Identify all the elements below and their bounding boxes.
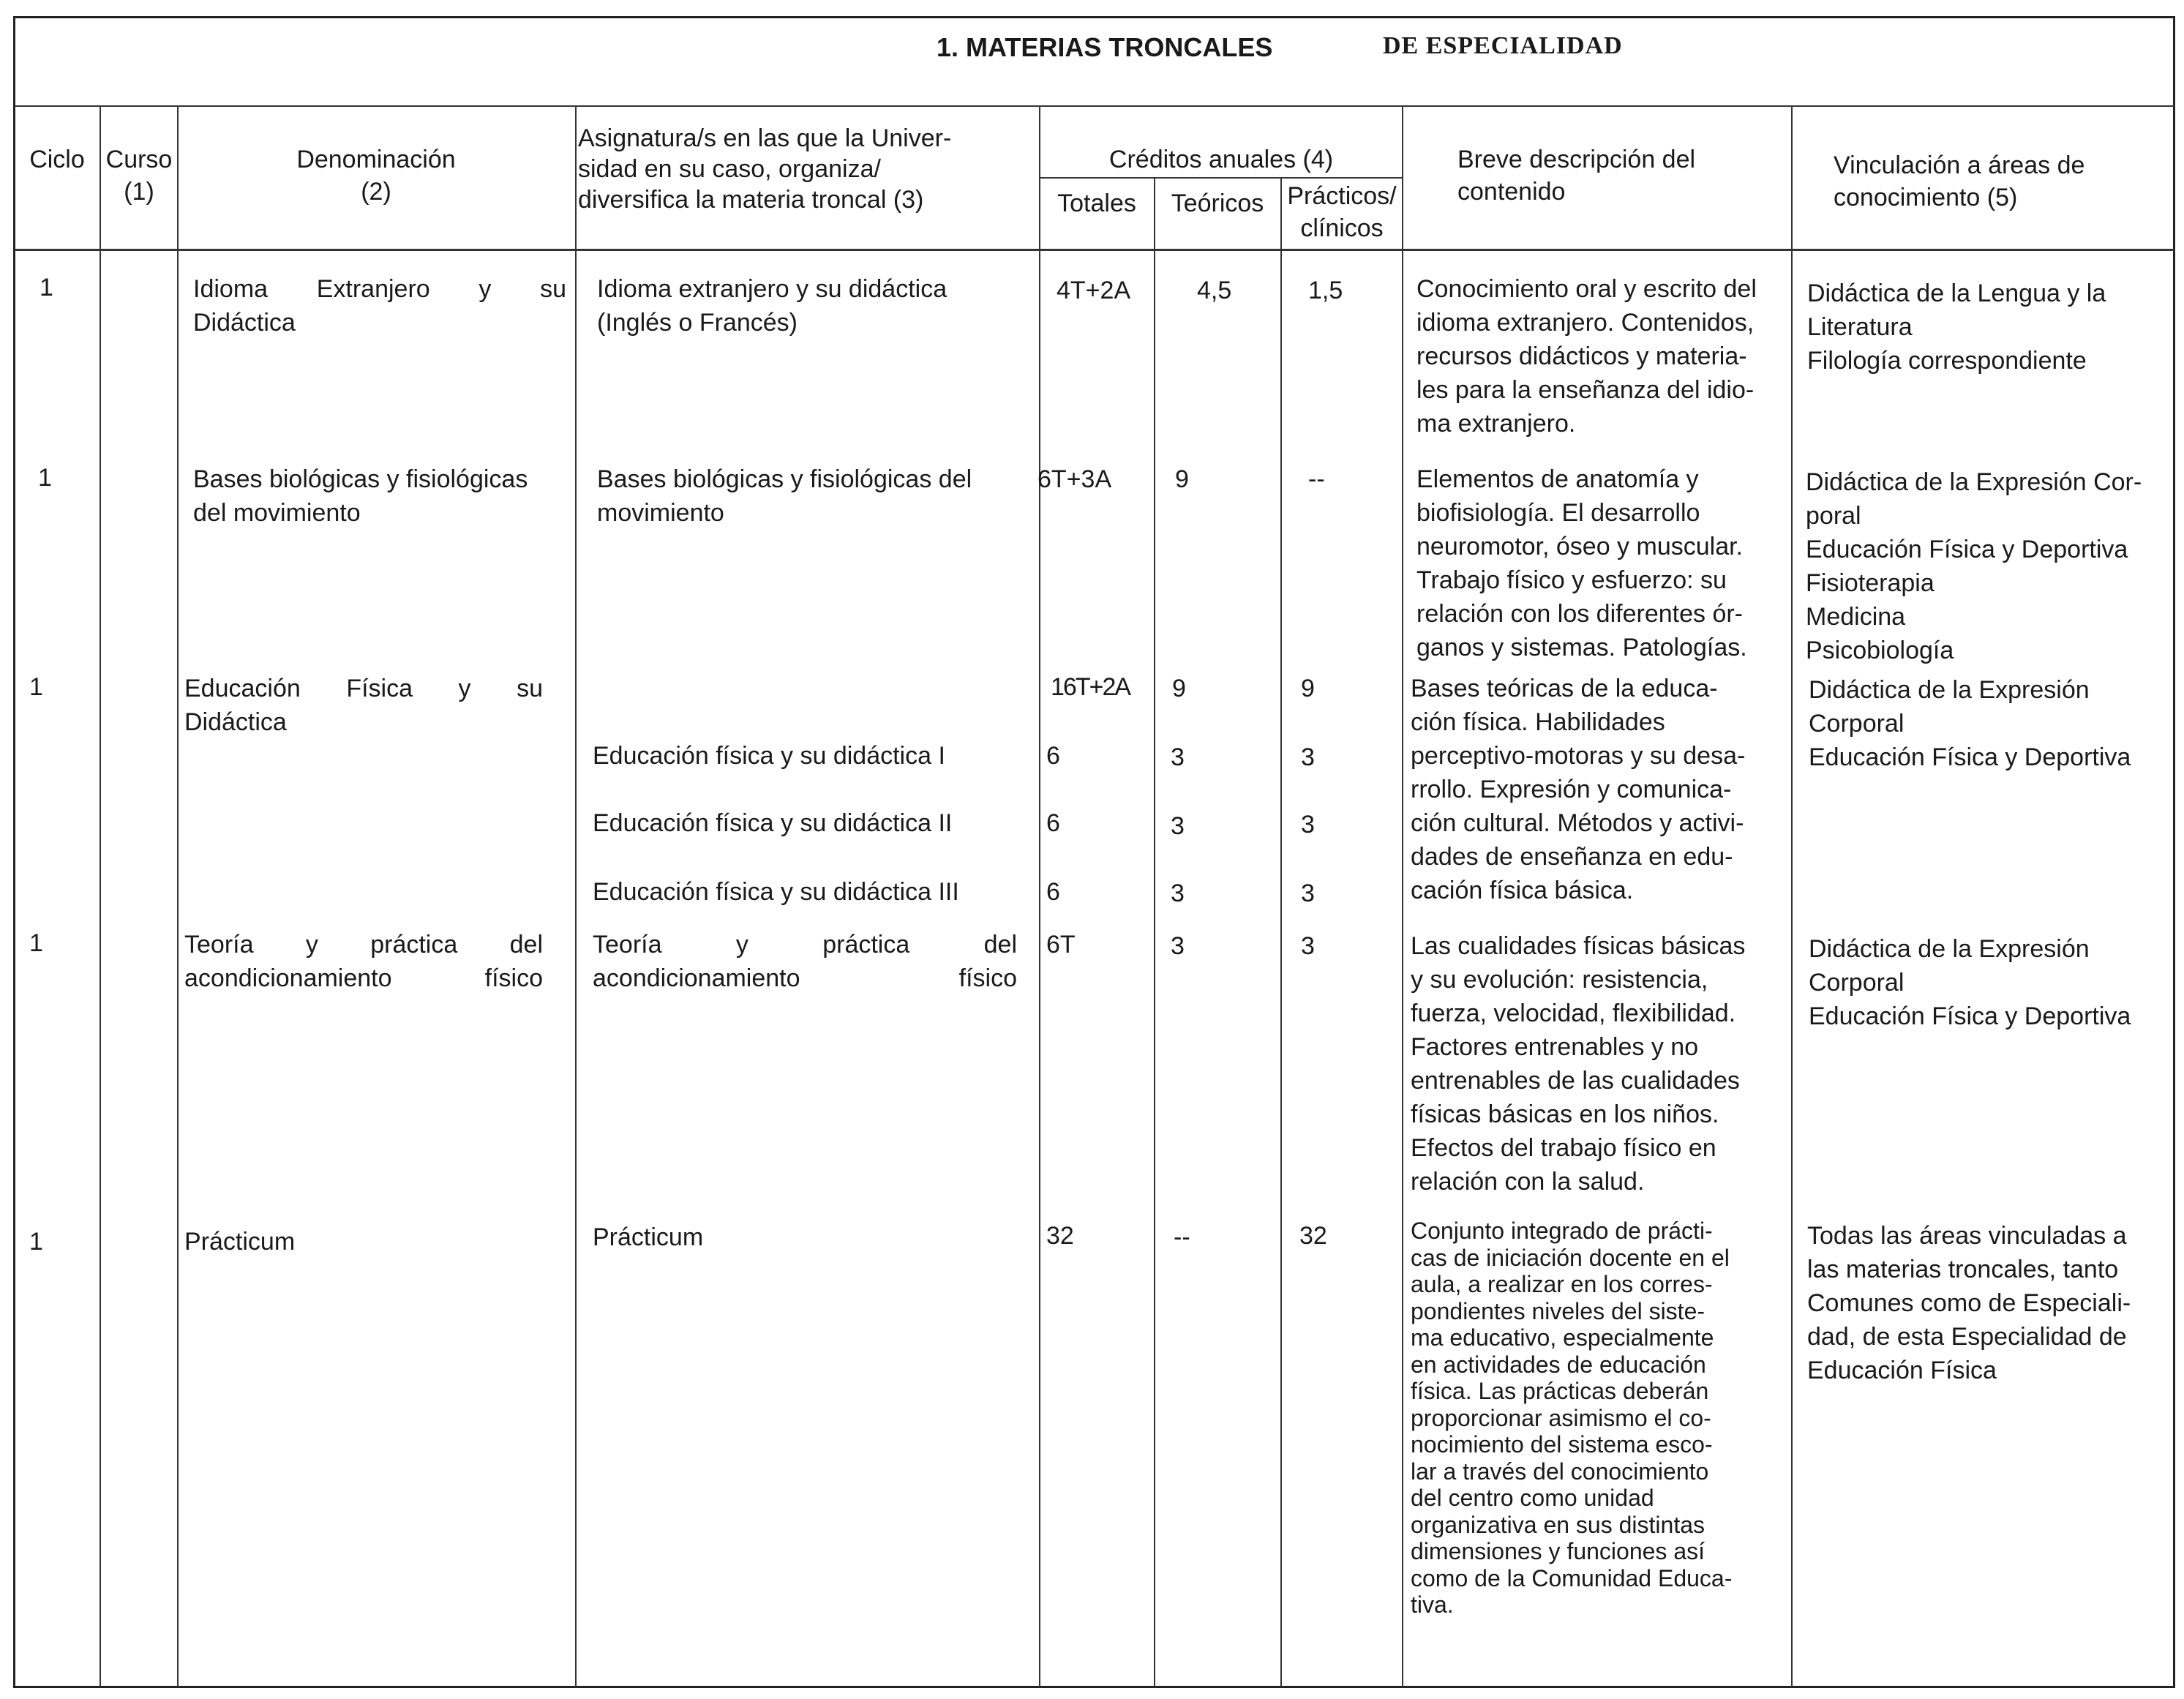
header-denominacion: Denominación (2) (296, 146, 456, 206)
row3-subject2-practicos: 3 (1301, 811, 1315, 839)
row5-denominacion: Prácticum (184, 1228, 296, 1256)
col-divider-curso (177, 107, 179, 1687)
col-divider-denominacion (575, 107, 577, 1687)
row4-descripcion: Las cualidades físicas básicas y su evolución: resistencia, fuerza, velocidad, flexibilidad. Factores entrenables y no entrenables de las cualidades físicas básicas en los niños. Efectos del trabajo físico en relación con la salud. (1411, 932, 1746, 1196)
row1-practicos: 1,5 (1308, 277, 1343, 304)
title-part2: DE ESPECIALIDAD (1383, 32, 1623, 59)
header-curso: Curso (1) (105, 146, 173, 206)
row1-teoricos: 4,5 (1197, 277, 1232, 304)
row3-vinculacion: Didáctica de la Expresión Corporal Educación Física y Deportiva (1809, 676, 2131, 771)
row3-totales: 16T+2A (1051, 673, 1130, 701)
row3-subject1-totales: 6 (1046, 742, 1060, 770)
row2-ciclo: 1 (38, 464, 52, 492)
row4-ciclo: 1 (29, 929, 43, 957)
row3-practicos: 9 (1301, 675, 1315, 702)
col-divider-descripcion (1791, 107, 1793, 1687)
row4-totales: 6T (1046, 931, 1076, 959)
col-divider-practicos (1402, 107, 1403, 1687)
row3-subject2-teoricos: 3 (1171, 812, 1185, 840)
row4-denominacion: Teoría y práctica del acondicionamiento físico (184, 931, 543, 992)
row1-denominacion: Idioma Extranjero y su Didáctica (193, 275, 566, 337)
row2-descripcion: Elementos de anatomía y biofisiología. El desarrollo neuromotor, óseo y muscular. Trabajo físico y esfuerzo: su relación con los diferentes ór- ganos y sistemas. Patologías. (1416, 465, 1747, 661)
row2-practicos: -- (1308, 465, 1325, 493)
col-divider-asignatura (1039, 107, 1040, 1687)
row2-vinculacion: Didáctica de la Expresión Cor- poral Educación Física y Deportiva Fisioterapia Medicina Psicobiología (1806, 468, 2142, 664)
row3-subject1-teoricos: 3 (1171, 743, 1185, 771)
row3-subject3-practicos: 3 (1301, 879, 1315, 907)
header-divider (15, 249, 2174, 251)
row4-vinculacion: Didáctica de la Expresión Corporal Educación Física y Deportiva (1809, 935, 2131, 1030)
row2-teoricos: 9 (1175, 465, 1189, 493)
credits-divider (1039, 177, 1402, 179)
row2-denominacion: Bases biológicas y fisiológicas del movimiento (193, 465, 528, 527)
row1-vinculacion: Didáctica de la Lengua y la Literatura Filología correspondiente (1807, 280, 2106, 375)
header-creditos: Créditos anuales (4) (1108, 146, 1334, 173)
row1-ciclo: 1 (40, 274, 53, 301)
row3-subject3-name: Educación física y su didáctica III (593, 878, 959, 906)
row2-totales: 6T+3A (1037, 465, 1112, 493)
row3-subject3-teoricos: 3 (1171, 879, 1185, 907)
row5-descripcion: Conjunto integrado de prácti- cas de iniciación docente en el aula, a realizar en los corres- pondientes niveles del siste- ma educativo, especialmente en actividades de educación física. Las prácticas deberán proporcionar asimismo el co- nocimiento del sistema esco- lar a través del conocimiento del centro como unidad organizativa en sus distintas dimensiones y funciones así como de la Comunidad Educa- tiva. (1411, 1218, 1733, 1618)
document-sheet (13, 16, 2175, 1688)
row3-descripcion: Bases teóricas de la educa- ción física. Habilidades perceptivo-motoras y su desa- rrollo. Expresión y comunica- ción cultural. Métodos y activi- dades de enseñanza en edu- cación física básica. (1411, 675, 1746, 904)
title-part1: 1. MATERIAS TRONCALES (937, 32, 1273, 62)
row1-totales: 4T+2A (1057, 277, 1131, 304)
row5-ciclo: 1 (29, 1228, 43, 1256)
row5-vinculacion: Todas las áreas vinculadas a las materias troncales, tanto Comunes como de Especiali- dad, de esta Especialidad de Educación Física (1807, 1222, 2131, 1384)
row2-asignatura: Bases biológicas y fisiológicas del movimiento (597, 465, 972, 527)
row5-practicos: 32 (1299, 1222, 1327, 1250)
row4-practicos: 3 (1301, 932, 1315, 960)
row4-asignatura: Teoría y práctica del acondicionamiento físico (593, 931, 1017, 992)
row5-asignatura: Prácticum (593, 1223, 704, 1251)
title-divider (15, 105, 2174, 107)
row5-totales: 32 (1046, 1222, 1074, 1250)
header-vinculacion: Vinculación a áreas de conocimiento (5) (1834, 151, 2085, 211)
row1-descripcion: Conocimiento oral y escrito del idioma extranjero. Contenidos, recursos didácticos y materia- les para la enseñanza del idio- ma extranjero. (1416, 275, 1757, 438)
row3-ciclo: 1 (29, 673, 43, 701)
row3-subject2-totales: 6 (1046, 809, 1060, 837)
row3-subject1-name: Educación física y su didáctica I (593, 742, 945, 770)
row3-subject2-name: Educación física y su didáctica II (593, 809, 953, 837)
header-practicos: Prácticos/ clínicos (1287, 182, 1397, 242)
header-teoricos: Teóricos (1171, 190, 1264, 217)
header-ciclo: Ciclo (29, 146, 85, 173)
row3-subject3-totales: 6 (1046, 878, 1060, 906)
row4-teoricos: 3 (1171, 932, 1185, 960)
header-descripcion: Breve descripción del contenido (1457, 146, 1696, 206)
row1-asignatura: Idioma extranjero y su didáctica (Inglés o Francés) (597, 275, 947, 337)
col-divider-totales (1154, 179, 1155, 1687)
row5-teoricos: -- (1174, 1223, 1190, 1251)
row3-denominacion: Educación Física y su Didáctica (184, 675, 543, 736)
header-totales: Totales (1057, 190, 1136, 217)
row3-subject1-practicos: 3 (1301, 743, 1315, 771)
col-divider-teoricos (1280, 179, 1282, 1687)
header-asignatura: Asignatura/s en las que la Univer- sidad en su caso, organiza/ diversifica la materia troncal (3) (578, 124, 952, 214)
row3-teoricos: 9 (1172, 675, 1186, 702)
col-divider-ciclo (100, 107, 101, 1687)
